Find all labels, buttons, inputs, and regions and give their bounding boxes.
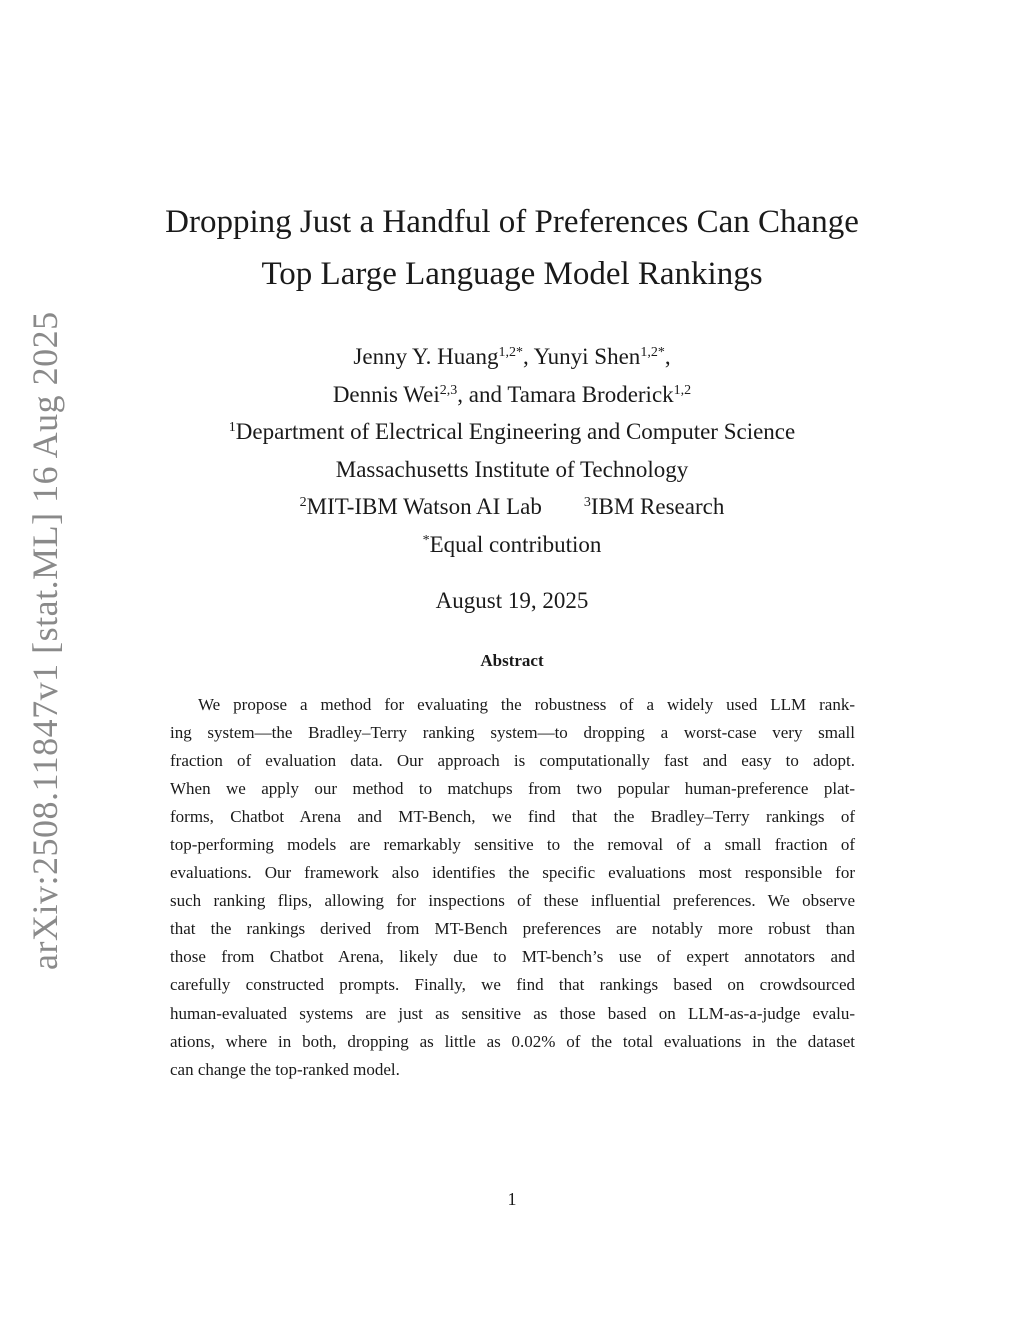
abstract-line: those from Chatbot Arena, likely due to MT-bench’s use of expert annotators and	[170, 947, 855, 967]
author-affiliation-mark: 2,3	[439, 382, 458, 398]
author-affiliation-mark: 1,2	[673, 382, 692, 398]
author-line-2	[150, 376, 874, 414]
author-block	[150, 338, 874, 563]
affiliation-mark: 2	[299, 495, 307, 510]
affiliation-line-3	[150, 488, 874, 526]
abstract-line: We propose a method for evaluating the robustness of a widely used LLM rank-	[198, 695, 855, 714]
abstract-line: that the rankings derived from MT-Bench preferences are notably more robust than	[170, 919, 855, 939]
affiliation-lab: MIT-IBM Watson AI Lab	[306, 494, 542, 519]
title-line-1: Dropping Just a Handful of Preferences Can Change	[165, 204, 859, 240]
equal-contribution-mark: *	[422, 532, 430, 548]
abstract-line: fraction of evaluation data. Our approach is computationally fast and easy to adopt.	[170, 751, 855, 771]
abstract-line: forms, Chatbot Arena and MT-Bench, we find that the Bradley–Terry rankings of	[170, 807, 855, 827]
equal-contribution-note	[150, 526, 874, 564]
author-separator: ,	[664, 344, 671, 369]
paper-title	[100, 196, 924, 300]
affiliation-mark: 3	[583, 495, 591, 510]
title-line-2: Top Large Language Model Rankings	[261, 256, 763, 292]
author-name: , and Tamara Broderick	[457, 381, 674, 407]
author-affiliation-mark: 1,2*	[640, 345, 665, 360]
abstract-line: carefully constructed prompts. Finally, we find that rankings based on crowdsourced	[170, 975, 855, 995]
abstract-heading: Abstract	[480, 651, 544, 670]
publication-date: August 19, 2025	[435, 588, 589, 613]
equal-contribution-text: Equal contribution	[429, 531, 602, 557]
author-affiliation-mark: 1,2*	[498, 345, 523, 360]
abstract-line: ing system—the Bradley–Terry ranking system—to dropping a worst-case very small	[170, 723, 855, 743]
affiliation-mark: 1	[228, 420, 236, 435]
author-name: , Yunyi Shen	[522, 344, 641, 369]
arxiv-identifier: arXiv:2508.11847v1 [stat.ML] 16 Aug 2025	[25, 311, 65, 970]
abstract-line: can change the top-ranked model.	[170, 1059, 400, 1079]
affiliation-department: Department of Electrical Engineering and Computer Science	[235, 419, 796, 444]
abstract-line: When we apply our method to matchups from two popular human-preference plat-	[170, 779, 855, 799]
abstract-line: human-evaluated systems are just as sensitive as those based on LLM-as-a-judge evalu-	[170, 1003, 855, 1023]
abstract-line: such ranking flips, allowing for inspections of these influential preferences. We observe	[170, 891, 855, 911]
abstract-line: top-performing models are remarkably sensitive to the removal of a small fraction of	[170, 835, 855, 855]
author-name: Jenny Y. Huang	[353, 344, 499, 369]
author-name: Dennis Wei	[332, 381, 440, 407]
abstract-line: ations, where in both, dropping as little as 0.02% of the total evaluations in the dataset	[170, 1031, 855, 1051]
affiliation-institute: Massachusetts Institute of Technology	[335, 456, 689, 482]
affiliation-research: IBM Research	[590, 494, 725, 519]
author-line-1	[150, 338, 874, 376]
abstract-line: evaluations. Our framework also identifies the specific evaluations most responsible for	[170, 863, 855, 883]
affiliation-line-1	[150, 413, 874, 451]
abstract-body	[170, 691, 855, 1084]
affiliation-line-2	[150, 451, 874, 489]
page-number: 1	[507, 1189, 517, 1209]
